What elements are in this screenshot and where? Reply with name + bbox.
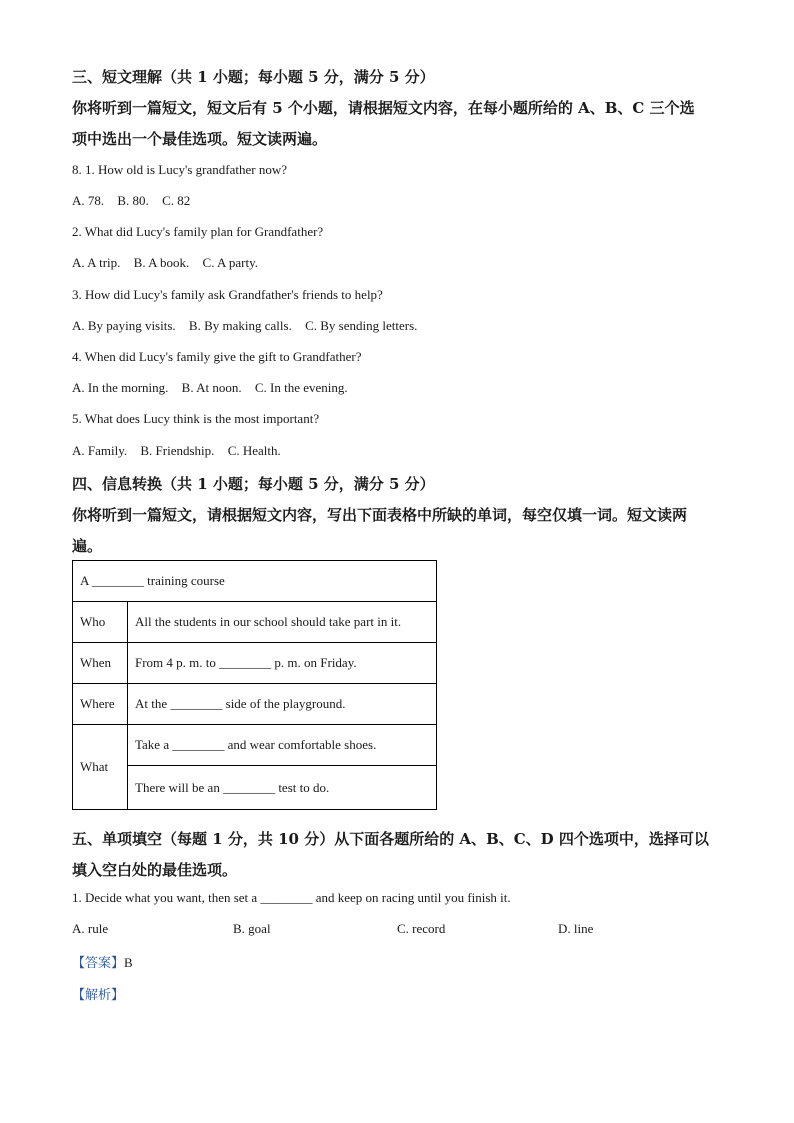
question-options xyxy=(72,921,672,939)
option: C. In the evening. xyxy=(254,380,348,395)
option: C. By sending letters. xyxy=(305,318,418,333)
section5-heading-1: 五、单项填空（每题 1 分，共 10 分）从下面各题所给的 A、B、C、D 四个选项中，选择可以 xyxy=(72,830,709,848)
question-text: 3. How did Lucy's family ask Grandfather's friends to help? xyxy=(72,287,383,302)
answer-value: B xyxy=(124,955,133,970)
table-row xyxy=(73,684,437,725)
analysis-line xyxy=(72,984,124,1003)
row-key: When xyxy=(73,643,128,684)
option: C. A party. xyxy=(202,255,259,270)
table-row xyxy=(73,643,437,684)
table-row xyxy=(73,602,437,643)
option: B. 80. xyxy=(117,193,149,208)
question-text: 1. Decide what you want, then set a ________ and keep on racing until you finish it. xyxy=(72,890,511,905)
answer-label: 【答案】 xyxy=(72,955,125,970)
question-options xyxy=(72,255,268,271)
row-value: There will be an ________ test to do. xyxy=(128,766,437,810)
row-value: At the ________ side of the playground. xyxy=(128,684,437,725)
option: A. 78. xyxy=(72,193,105,208)
option: A. A trip. xyxy=(72,255,121,270)
option: A. Family. xyxy=(72,443,128,458)
section5-heading-2: 填入空白处的最佳选项。 xyxy=(72,861,238,879)
row-key: Who xyxy=(73,602,128,643)
question-text: 2. What did Lucy's family plan for Grandfather? xyxy=(72,224,324,239)
question-options xyxy=(72,318,427,334)
option: D. line xyxy=(558,921,594,936)
section3-instruction-1: 你将听到一篇短文，短文后有 5 个小题，请根据短文内容，在每小题所给的 A、B、C 三个选 xyxy=(72,99,695,117)
option: A. By paying visits. xyxy=(72,318,176,333)
row-value: All the students in our school should take part in it. xyxy=(128,602,437,643)
option: A. rule xyxy=(72,921,109,936)
option: B. Friendship. xyxy=(140,443,215,458)
info-table xyxy=(72,560,437,810)
option: C. Health. xyxy=(227,443,281,458)
row-key: What xyxy=(73,725,128,810)
answer-line xyxy=(72,952,133,971)
table-row xyxy=(73,766,437,810)
question-text: 4. When did Lucy's family give the gift to Grandfather? xyxy=(72,349,362,364)
option: B. A book. xyxy=(133,255,190,270)
section3-instruction-2: 项中选出一个最佳选项。短文读两遍。 xyxy=(72,130,328,148)
section4-instruction-1: 你将听到一篇短文，请根据短文内容，写出下面表格中所缺的单词，每空仅填一词。短文读两 xyxy=(72,506,688,524)
option: B. At noon. xyxy=(181,380,242,395)
row-value: From 4 p. m. to ________ p. m. on Friday. xyxy=(128,643,437,684)
row-key: Where xyxy=(73,684,128,725)
option: B. By making calls. xyxy=(188,318,292,333)
table-row xyxy=(73,725,437,766)
section4-heading: 四、信息转换（共 1 小题；每小题 5 分，满分 5 分） xyxy=(72,475,435,493)
table-title: A ________ training course xyxy=(73,561,437,602)
question-options xyxy=(72,380,358,396)
question-options xyxy=(72,193,200,209)
row-value: Take a ________ and wear comfortable shoes. xyxy=(128,725,437,766)
question-text: 8. 1. How old is Lucy's grandfather now? xyxy=(72,162,287,177)
question-text: 5. What does Lucy think is the most important? xyxy=(72,411,320,426)
question-options xyxy=(72,443,291,459)
analysis-label: 【解析】 xyxy=(72,987,125,1002)
option: A. In the morning. xyxy=(72,380,169,395)
option: C. record xyxy=(397,921,446,936)
option: C. 82 xyxy=(162,193,191,208)
section4-instruction-2: 遍。 xyxy=(72,537,103,555)
option: B. goal xyxy=(233,921,271,936)
section3-heading: 三、短文理解（共 1 小题；每小题 5 分，满分 5 分） xyxy=(72,68,435,86)
